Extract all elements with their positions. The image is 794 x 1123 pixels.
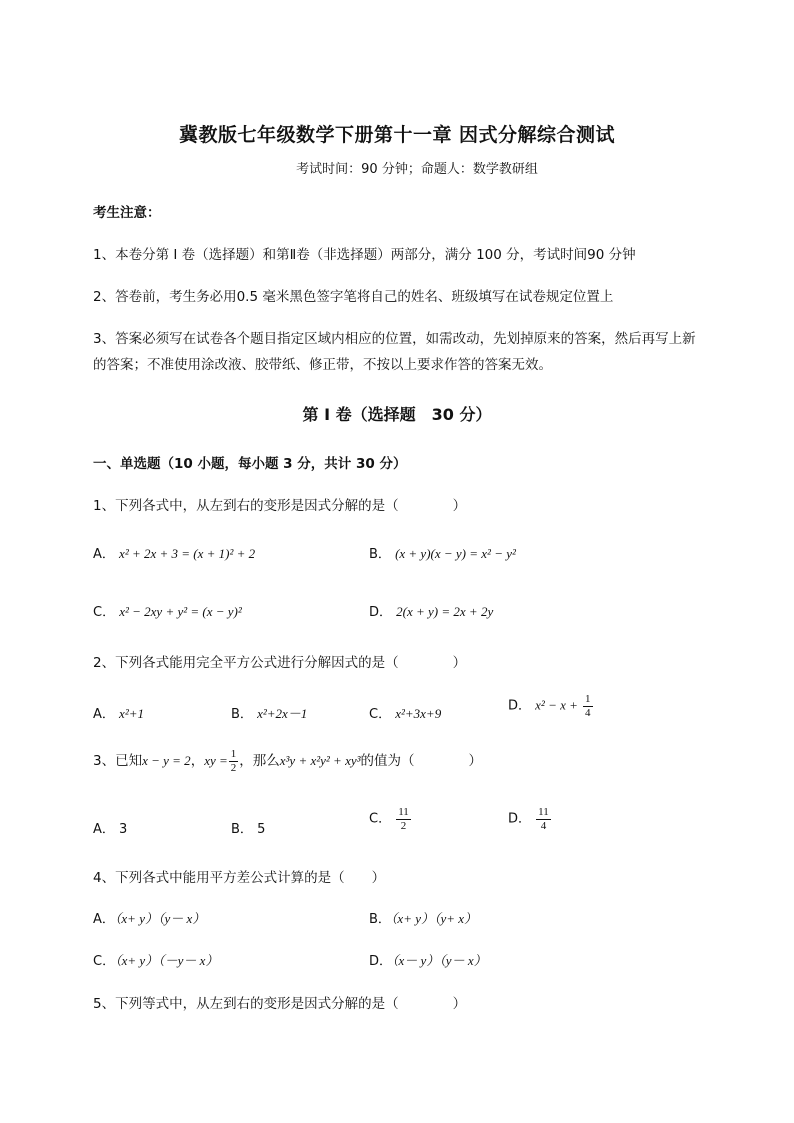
option-label: B． bbox=[369, 547, 391, 562]
question-1-option-d bbox=[369, 601, 493, 620]
question-2-option-a bbox=[93, 703, 144, 722]
option-label: B． bbox=[231, 822, 253, 837]
question-2-stem: 2、下列各式能用完全平方公式进行分解因式的是（ ） bbox=[93, 655, 467, 671]
option-label: A． bbox=[93, 912, 115, 927]
option-label: D． bbox=[369, 954, 393, 969]
notice-item-1: 1、本卷分第 I 卷（选择题）和第Ⅱ卷（非选择题）两部分，满分 100 分，考试时间90 分钟 bbox=[93, 247, 636, 263]
question-2-option-c bbox=[369, 703, 441, 722]
option-expression: 5 bbox=[257, 822, 266, 837]
question-2-option-b bbox=[231, 703, 307, 722]
question-4-option-b bbox=[369, 908, 477, 927]
question-1-option-b bbox=[369, 543, 516, 562]
option-label: D． bbox=[508, 811, 532, 827]
option-expression: （x－ y）（y－ x） bbox=[392, 953, 487, 968]
stem-middle: ，那么 bbox=[239, 753, 280, 770]
option-label: B． bbox=[231, 707, 253, 722]
option-label: C． bbox=[93, 605, 116, 620]
option-label: A． bbox=[93, 547, 115, 562]
option-expression: 3 bbox=[119, 822, 128, 837]
condition-1: x − y = 2 bbox=[142, 753, 191, 769]
question-4-stem: 4、下列各式中能用平方差公式计算的是（ ） bbox=[93, 870, 386, 886]
fraction-denominator: 4 bbox=[585, 706, 591, 719]
question-4-option-a bbox=[93, 908, 205, 927]
notice-heading: 考生注意： bbox=[93, 205, 161, 221]
question-3-option-d bbox=[508, 806, 552, 832]
option-expression: （x+ y）（y－ x） bbox=[114, 911, 206, 926]
question-1-option-a bbox=[93, 543, 255, 562]
notice-item-3-continued: 的答案；不准使用涂改液、胶带纸、修正带，不按以上要求作答的答案无效。 bbox=[93, 357, 552, 373]
option-expression: x² − 2xy + y² = (x − y)² bbox=[119, 604, 242, 619]
option-label: A． bbox=[93, 822, 115, 837]
option-expression: (x + y)(x − y) = x² − y² bbox=[395, 546, 516, 561]
option-expression: （x+ y）（y+ x） bbox=[390, 911, 478, 926]
fraction bbox=[396, 806, 411, 832]
option-label: C． bbox=[369, 811, 392, 827]
fraction-denominator: 2 bbox=[230, 761, 237, 774]
stem-prefix: 3、已知 bbox=[93, 753, 143, 770]
part-title: 第 I 卷（选择题 30 分） bbox=[302, 405, 492, 424]
option-label: B． bbox=[369, 912, 391, 927]
question-2-option-d bbox=[508, 693, 594, 719]
fraction-numerator: 1 bbox=[585, 693, 591, 705]
option-label: C． bbox=[93, 954, 116, 969]
question-3-option-c bbox=[369, 806, 412, 832]
option-label: D． bbox=[369, 605, 393, 620]
document-title: 冀教版七年级数学下册第十一章 因式分解综合测试 bbox=[178, 124, 616, 146]
stem-separator: ， bbox=[190, 753, 205, 770]
condition-2: xy = bbox=[204, 753, 228, 769]
fraction-numerator: 11 bbox=[538, 806, 549, 818]
option-expression: x²+1 bbox=[119, 706, 144, 721]
question-1-stem: 1、下列各式中，从左到右的变形是因式分解的是（ ） bbox=[93, 498, 467, 514]
question-4-option-c bbox=[93, 950, 218, 969]
fraction bbox=[583, 693, 593, 719]
question-3-option-b bbox=[231, 818, 265, 837]
notice-item-2: 2、答卷前，考生务必用0.5 毫米黑色签字笔将自己的姓名、班级填写在试卷规定位置上 bbox=[93, 289, 614, 305]
option-expression: x²+2x－1 bbox=[257, 706, 308, 721]
question-4-option-d bbox=[369, 950, 487, 969]
question-1-option-c bbox=[93, 601, 242, 620]
stem-suffix: 的值为（ ） bbox=[360, 753, 483, 770]
notice-item-3: 3、答案必须写在试卷各个题目指定区域内相应的位置，如需改动，先划掉原来的答案，然后再写上新 bbox=[93, 331, 696, 347]
fraction-numerator: 1 bbox=[230, 748, 237, 760]
fraction bbox=[229, 748, 239, 774]
question-5-stem: 5、下列等式中，从左到右的变形是因式分解的是（ ） bbox=[93, 996, 467, 1012]
option-label: C． bbox=[369, 707, 392, 722]
question-3-stem bbox=[93, 748, 482, 774]
fraction-denominator: 2 bbox=[400, 819, 407, 832]
option-expression: x² + 2x + 3 = (x + 1)² + 2 bbox=[119, 546, 256, 561]
option-expression: （x+ y）（－y－ x） bbox=[115, 953, 219, 968]
question-3-option-a bbox=[93, 818, 127, 837]
option-label: A． bbox=[93, 707, 115, 722]
option-expression: x²+3x+9 bbox=[395, 706, 442, 721]
target-expression: x³y + x²y² + xy³ bbox=[279, 753, 361, 769]
option-expression: 2(x + y) = 2x + 2y bbox=[396, 604, 494, 619]
exam-info: 考试时间：90 分钟；命题人：数学教研组 bbox=[296, 162, 538, 177]
option-label: D． bbox=[508, 698, 532, 714]
fraction-denominator: 4 bbox=[540, 819, 547, 832]
option-expression: x² − x + bbox=[535, 697, 578, 713]
fraction-numerator: 11 bbox=[398, 806, 409, 818]
fraction bbox=[536, 806, 551, 832]
section-title: 一、单选题（10 小题，每小题 3 分，共计 30 分） bbox=[93, 456, 407, 472]
